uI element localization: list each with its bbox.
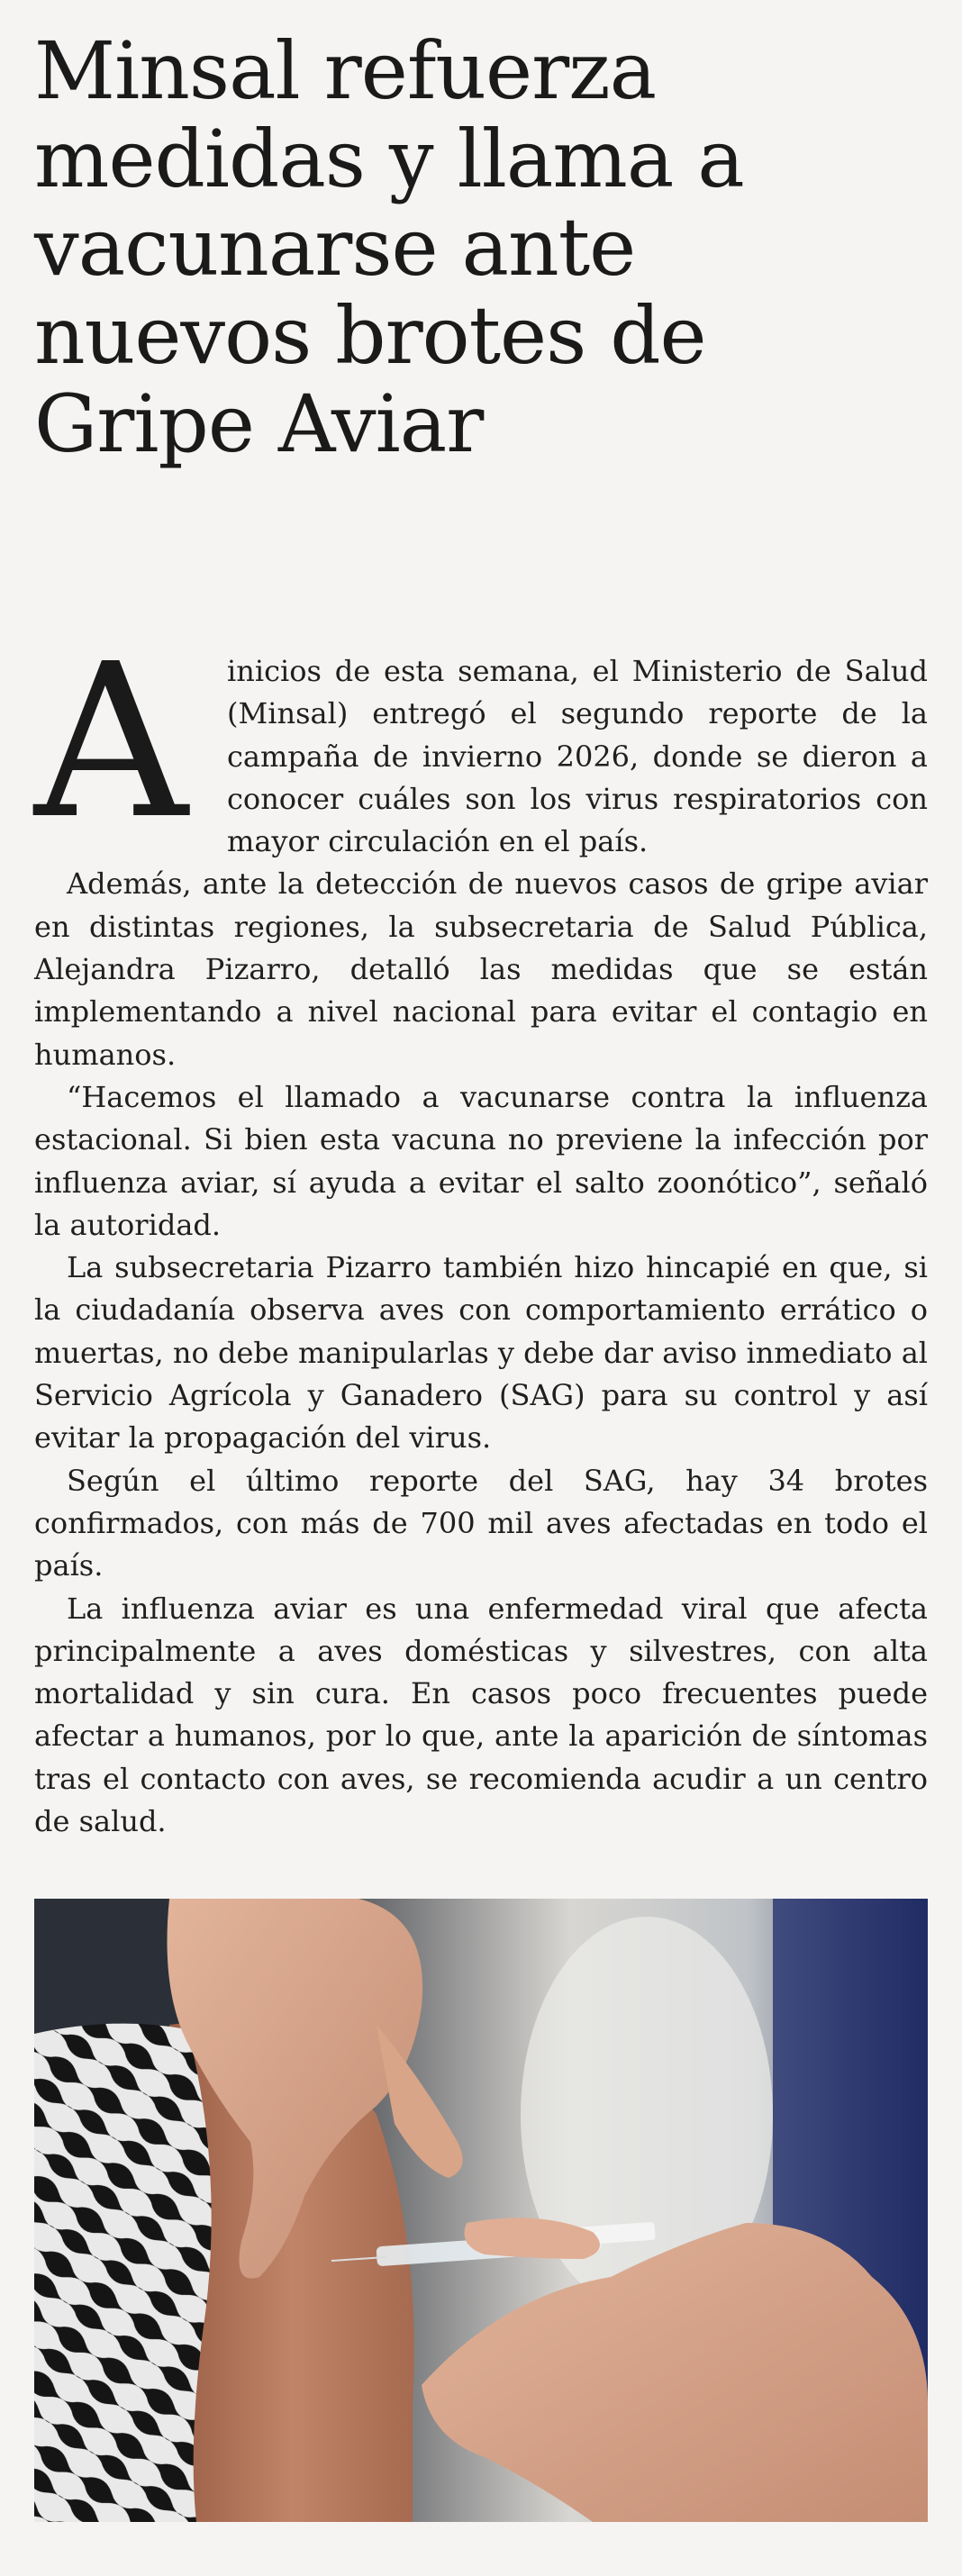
article-paragraph-4: La subsecretaria Pizarro también hizo hincapié en que, si la ciudadanía observa aves con comportamiento errático o muertas, no debe manipularlas y debe dar aviso inmediato al Servicio Agrícola y Ganadero (SAG) para su control y así evitar la propagación del virus. [34,1250,928,1456]
paragraph-1-text: inicios de esta semana, el Ministerio de Salud (Minsal) entregó el segundo reporte de la campaña de invierno 2026, donde se dieron a conocer cuáles son los virus respiratorios con mayor circulación en el país. [227,654,928,859]
article-paragraph-3: “Hacemos el llamado a vacunarse contra la influenza estacional. Si bien esta vacuna no previene la infección por influenza aviar, sí ayuda a evitar el salto zoonótico”, señaló la autoridad. [34,1079,928,1242]
article-paragraph-5: Según el último reporte del SAG, hay 34 brotes confirmados, con más de 700 mil aves afectadas en todo el país. [34,1463,928,1583]
article-body [34,618,928,1843]
article-paragraph-6: La influenza aviar es una enfermedad viral que afecta principalmente a aves domésticas y silvestres, con alta mortalidad y sin cura. En casos poco frecuentes puede afectar a humanos, por lo que, ante la aparición de síntomas tras el contacto con aves, se recomienda acudir a un centro de salud. [34,1591,928,1839]
drop-cap: A [34,618,188,866]
article-headline: Minsal refuerza medidas y llama a vacunarse ante nuevos brotes de Gripe Aviar [34,24,744,470]
vaccination-photo [34,1899,928,2522]
article-paragraph-1 [34,618,928,866]
article-paragraph-2: Además, ante la detección de nuevos casos de gripe aviar en distintas regiones, la subsecretaria de Salud Pública, Alejandra Pizarro, detalló las medidas que se están implementando a nivel nacional para evitar el contagio en humanos. [34,866,928,1072]
vaccination-photo-illustration [34,1899,928,2522]
